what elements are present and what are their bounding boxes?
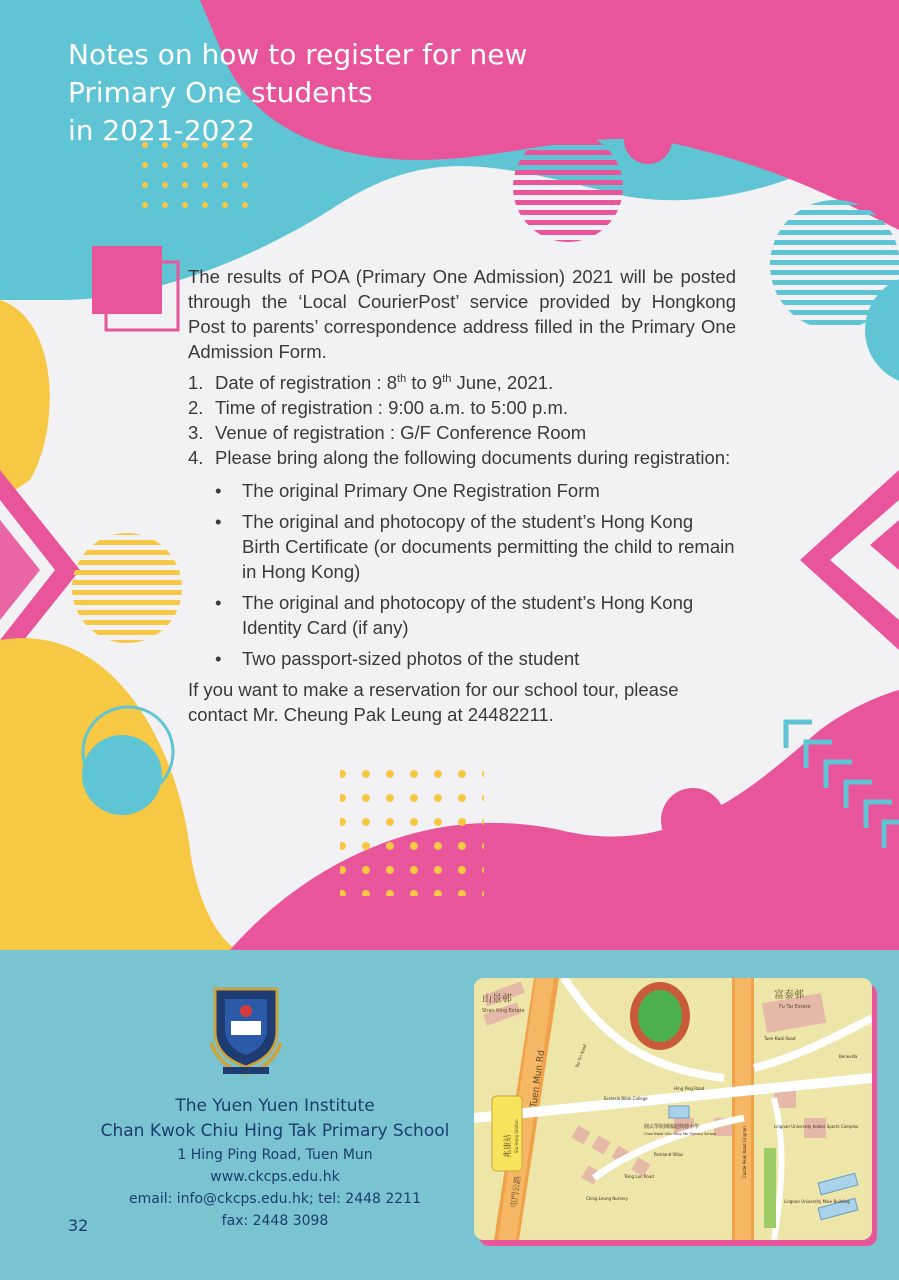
map-label: Castle Peak Road Lingnan	[742, 1126, 747, 1178]
list-item	[215, 590, 736, 640]
bullet: •	[215, 648, 222, 669]
map-label: 屯門公路	[509, 1175, 523, 1209]
map-label: Chan Kwok Chiu Hing Tak Primary School	[644, 1132, 716, 1136]
map-label: Lingnan University Indoor Sports Complex	[774, 1124, 859, 1129]
intro-paragraph: The results of POA (Primary One Admission) 2021 will be posted through the ‘Local CourierPost’ service provided by Hongkong Post to parents’ correspondence address filled in the Primary One Admission Form.	[188, 266, 736, 362]
document-text: The original and photocopy of the student’s Hong Kong Birth Certificate (or documents permitting the child to remain in Hong Kong)	[242, 511, 735, 582]
step-time	[188, 395, 736, 420]
map-label: 圓玄學院陳國超興德小學	[644, 1124, 700, 1130]
step-venue	[188, 420, 736, 445]
step-number: 4.	[188, 447, 204, 468]
bullet: •	[215, 592, 222, 613]
ordinal-suffix: th	[442, 372, 452, 385]
document-text: The original and photocopy of the student’s Hong Kong Identity Card (if any)	[242, 592, 694, 638]
step-venue-text: Venue of registration : G/F Conference Room	[215, 422, 587, 443]
school-info	[40, 1094, 510, 1232]
map-label: Fu Tai Estate	[779, 1004, 811, 1010]
page-number: 32	[68, 1216, 89, 1235]
school-address: 1 Hing Ping Road, Tuen Mun	[177, 1147, 373, 1163]
title-line-2: Primary One students	[68, 76, 373, 109]
map-label: Hing Ping Road	[674, 1086, 705, 1091]
map-graphic	[474, 978, 872, 1240]
step-number: 3.	[188, 422, 204, 443]
school-contact[interactable]: email: info@ckcps.edu.hk; tel: 2448 2211	[128, 1191, 421, 1207]
list-item	[215, 509, 736, 584]
closing-paragraph: If you want to make a reservation for our school tour, please contact Mr. Cheung Pak Leung at 24482211.	[188, 679, 679, 725]
step-time-text: Time of registration : 9:00 a.m. to 5:00 p.m.	[215, 397, 569, 418]
map-label: 富泰邨	[774, 990, 804, 1001]
document-text: Two passport-sized photos of the student	[242, 648, 580, 669]
map-label: Shan King Estate	[482, 1008, 525, 1014]
map-label: Tuen Mun Rd	[529, 1049, 548, 1109]
map-label: Parkland Villas	[654, 1152, 684, 1157]
bullet: •	[215, 480, 222, 501]
school-website[interactable]: www.ckcps.edu.hk	[210, 1169, 340, 1185]
map-label: Tuen Kwai Road	[764, 1036, 796, 1041]
ordinal-suffix: th	[397, 372, 407, 385]
step-date-text-end: June, 2021.	[451, 372, 554, 393]
map-label: Ecclesia Bible College	[604, 1096, 648, 1101]
location-map	[474, 978, 872, 1240]
list-item	[215, 646, 736, 671]
registration-steps	[188, 370, 736, 470]
step-number: 2.	[188, 397, 204, 418]
step-documents	[188, 445, 736, 470]
step-date-text: Date of registration : 8	[215, 372, 398, 393]
documents-list	[188, 478, 736, 671]
title-line-1: Notes on how to register for new	[68, 38, 528, 71]
page-title	[68, 36, 588, 150]
map-label: 山景邨	[482, 994, 512, 1005]
map-label: Benevilla	[839, 1054, 858, 1059]
document-text: The original Primary One Registration Form	[242, 480, 600, 501]
title-line-3: in 2021-2022	[68, 114, 256, 147]
step-documents-text: Please bring along the following documents during registration:	[215, 447, 731, 468]
map-label: Tsz Tin Road	[574, 1043, 588, 1069]
bullet: •	[215, 511, 222, 532]
list-item	[215, 478, 736, 503]
step-date-text-mid: to 9	[406, 372, 443, 393]
registration-notes	[188, 264, 736, 746]
map-label: Siu Hong Station	[514, 1119, 519, 1153]
map-label: Tsing Lun Road	[624, 1174, 654, 1179]
school-institute-name: The Yuen Yuen Institute	[175, 1096, 375, 1116]
map-label: Lingnan University Main Building	[784, 1199, 850, 1204]
map-label: 兆康站	[503, 1134, 512, 1158]
school-fax: fax: 2448 3098	[221, 1213, 329, 1229]
step-number: 1.	[188, 372, 204, 393]
school-crest-icon	[207, 985, 285, 1077]
school-name: Chan Kwok Chiu Hing Tak Primary School	[100, 1121, 450, 1141]
step-date	[188, 370, 736, 395]
map-label: Ching Leung Nursery	[586, 1196, 629, 1201]
